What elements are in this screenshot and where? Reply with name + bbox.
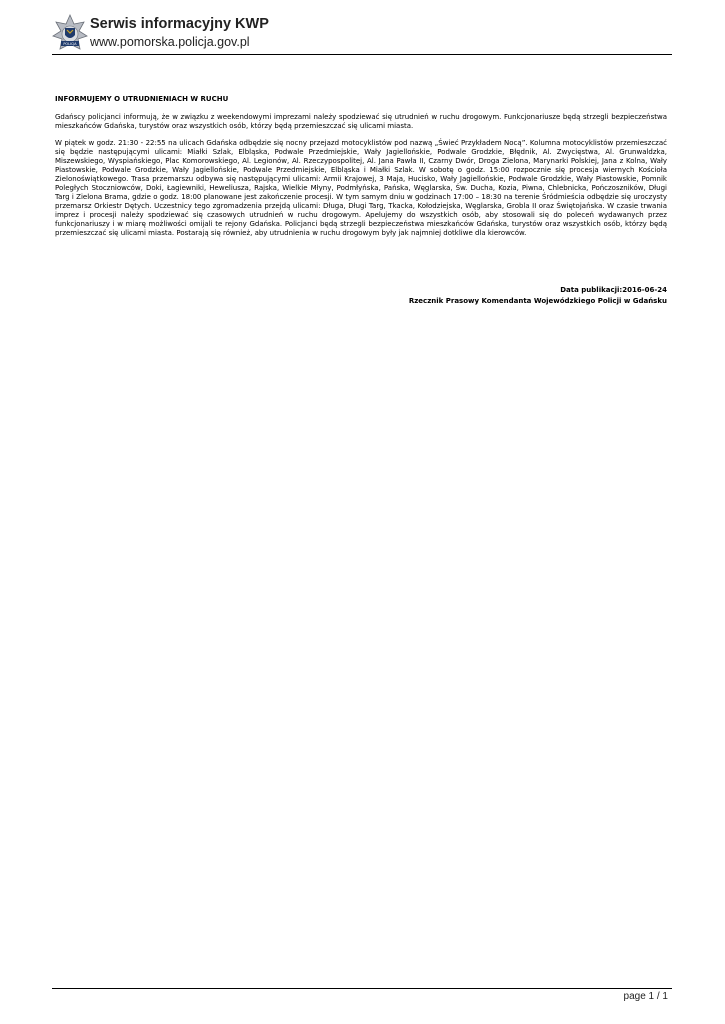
site-url[interactable]: www.pomorska.policja.gov.pl (90, 35, 250, 49)
article-meta (409, 285, 667, 307)
site-title: Serwis informacyjny KWP (90, 16, 269, 32)
article-paragraph: W piątek w godz. 21:30 - 22:55 na ulicach Gdańska odbędzie się nocny przejazd motocyklistów pod nazwą „Świeć Przykładem Nocą”. Kolumna motocyklistów przemieszczać się będzie następującymi ulicami: Miałki Szlak, Elbląska, Podwale Przedmiejskie, Wały Jagiellońskie, Podwale Grodzkie, Błędnik, Al. Zwycięstwa, Al. Grunwaldzka, Miszewskiego, Wyspiańskiego, Plac Komorowskiego, Al. Legionów, Al. Rzeczypospolitej, Al. Jana Pawła II, Czarny Dwór, Droga Zielona, Marynarki Polskiej, Jana z Kolna, Wały Piastowskie, Podwale Grodzkie, Wały Jagiellońskie, Podwale Przedmiejskie, Elbląska i Miałki Szlak. W sobotę o godz. 15:00 rozpocznie się procesja wiernych Kościoła Zielonoświątkowego. Trasa przemarszu odbywa się następującymi ulicami: Armii Krajowej, 3 Maja, Hucisko, Wały Jagiellońskie, Podwale Grodzkie, Wały Piastowskie, Pomnik Poległych Stoczniowców, Doki, Łagiewniki, Heweliusza, Rajska, Wielkie Młyny, Podmłyńska, Pańska, Węglarska, Św. Ducha, Kozia, Piwna, Chlebnicka, Pończoszników, Długi Targ i Zielona Brama, gdzie o godz. 18:00 planowane jest zakończenie procesji. W tym samym dniu w godzinach 17:00 – 18:30 na terenie Śródmieścia odbędzie się uroczysty przemarsz Orkiestr Dętych. Uczestnicy tego zgromadzenia przejdą ulicami: Długa, Długi Targ, Tkacka, Kołodziejska, Węglarska, Grobla II oraz Świętojańska. W czasie trwania imprez i procesji należy spodziewać się czasowych utrudnień w ruchu drogowym. Apelujemy do wszystkich osób, aby stosowali się do poleceń wydawanych przez funkcjonariuszy i w miarę możliwości omijali te rejony Gdańska. Policjanci będą strzegli bezpieczeństwa mieszkańców Gdańska, turystów oraz wszystkich osób, którzy będą przemieszczać się ulicami miasta. Postarają się również, aby utrudnienia w ruchu drogowym były jak najmniej dotkliwe dla kierowców. (55, 139, 667, 237)
article-paragraph: Gdańscy policjanci informują, że w związku z weekendowymi imprezami należy spodziewać się utrudnień w ruchu drogowym. Funkcjonariusze będą strzegli bezpieczeństwa mieszkańców Gdańska, turystów oraz wszystkich osób, którzy będą przemieszczać się ulicami miasta. (55, 113, 667, 130)
logo-text: POLICJA (63, 42, 77, 46)
site-header (52, 14, 672, 58)
article-body (55, 95, 667, 246)
publication-date: Data publikacji:2016-06-24 (560, 286, 667, 294)
article-title: INFORMUJEMY O UTRUDNIENIACH W RUCHU (55, 95, 229, 103)
police-star-logo (52, 14, 88, 54)
page-number: page 1 / 1 (623, 991, 668, 1002)
header-divider (52, 54, 672, 55)
article-author: Rzecznik Prasowy Komendanta Wojewódzkiego Policji w Gdańsku (408, 297, 667, 305)
footer-divider (52, 988, 672, 989)
